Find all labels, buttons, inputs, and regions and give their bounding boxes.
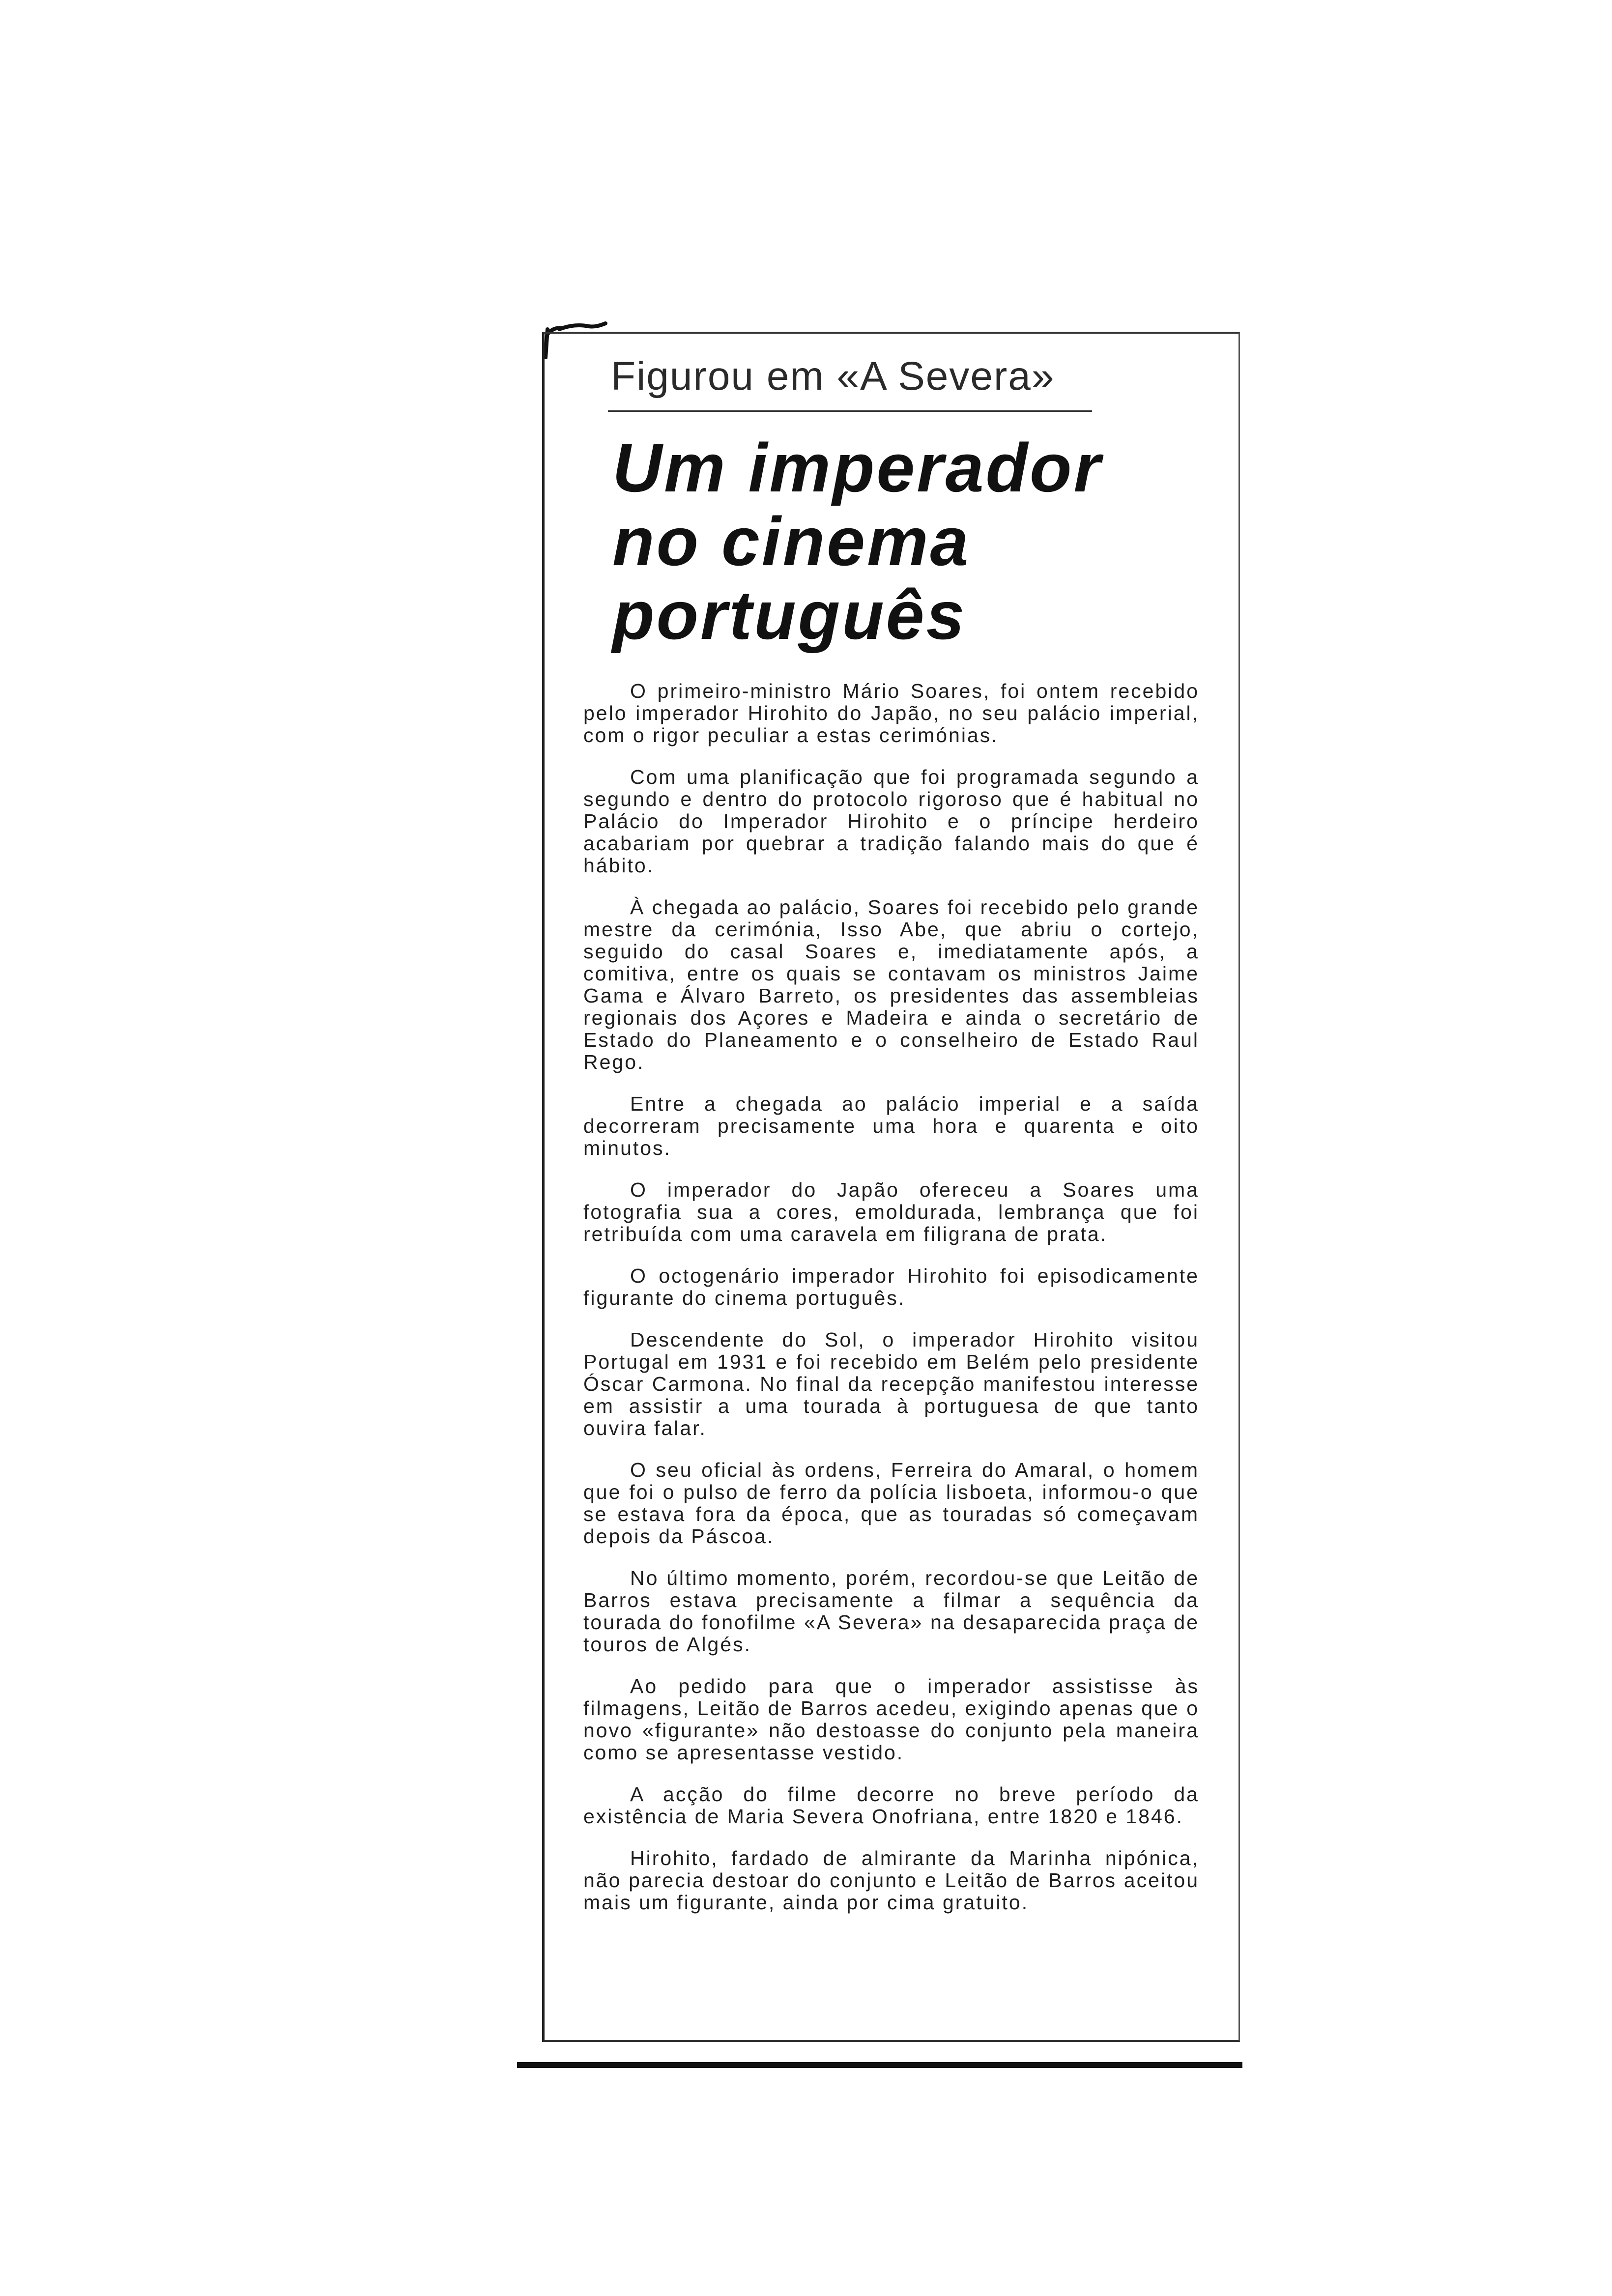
body-paragraph: O octogenário imperador Hirohito foi episodicamente figurante do cinema português. (583, 1264, 1199, 1309)
body-paragraph: A acção do filme decorre no breve período da existência de Maria Severa Onofriana, entre 1820 e 1846. (583, 1783, 1199, 1828)
article-body (583, 680, 1199, 1914)
body-paragraph: O primeiro-ministro Mário Soares, foi ontem recebido pelo imperador Hirohito do Japão, no seu palácio imperial, com o rigor peculiar a estas cerimónias. (583, 680, 1199, 746)
body-paragraph: À chegada ao palácio, Soares foi recebido pelo grande mestre da cerimónia, Isso Abe, que abriu o cortejo, seguido do casal Soares e, imediatamente após, a comitiva, entre os quais se contavam os ministros Jaime Gama e Álvaro Barreto, os presidentes das assembleias regionais dos Açores e Madeira e ainda o secretário de Estado do Planeamento e o conselheiro de Estado Raul Rego. (583, 896, 1199, 1073)
kicker: Figurou em «A Severa» (611, 354, 1055, 399)
headline-line: Um imperador (612, 429, 1103, 506)
kicker-underline (608, 410, 1092, 412)
body-paragraph: Com uma planificação que foi programada segundo a segundo e dentro do protocolo rigoroso que é habitual no Palácio do Imperador Hirohito e o príncipe herdeiro acabariam por quebrar a tradição falando mais do que é hábito. (583, 766, 1199, 877)
body-paragraph: O seu oficial às ordens, Ferreira do Amaral, o homem que foi o pulso de ferro da polícia lisboeta, informou-o que se estava fora da época, que as touradas só começavam depois da Páscoa. (583, 1459, 1199, 1548)
bottom-rule (517, 2062, 1242, 2068)
body-paragraph: O imperador do Japão ofereceu a Soares uma fotografia sua a cores, emoldurada, lembrança que foi retribuída com uma caravela em filigrana de prata. (583, 1178, 1199, 1245)
body-paragraph: Entre a chegada ao palácio imperial e a saída decorreram precisamente uma hora e quarenta e oito minutos. (583, 1092, 1199, 1159)
headline (612, 431, 1102, 652)
article-clipping (542, 332, 1240, 2042)
body-paragraph: Ao pedido para que o imperador assistisse às filmagens, Leitão de Barros acedeu, exigindo apenas que o novo «figurante» não destoasse do conjunto pela maneira como se apresentasse vestido. (583, 1675, 1199, 1764)
headline-line: português (612, 576, 967, 654)
body-paragraph: No último momento, porém, recordou-se que Leitão de Barros estava precisamente a filmar a sequência da tourada do fonofilme «A Severa» na desaparecida praça de touros de Algés. (583, 1567, 1199, 1656)
body-paragraph: Hirohito, fardado de almirante da Marinha nipónica, não parecia destoar do conjunto e Leitão de Barros aceitou mais um figurante, ainda por cima gratuito. (583, 1847, 1199, 1914)
headline-line: no cinema (612, 503, 971, 580)
body-paragraph: Descendente do Sol, o imperador Hirohito visitou Portugal em 1931 e foi recebido em Belém pelo presidente Óscar Carmona. No final da recepção manifestou interesse em assistir a uma tourada à portuguesa de que tanto ouvira falar. (583, 1328, 1199, 1439)
